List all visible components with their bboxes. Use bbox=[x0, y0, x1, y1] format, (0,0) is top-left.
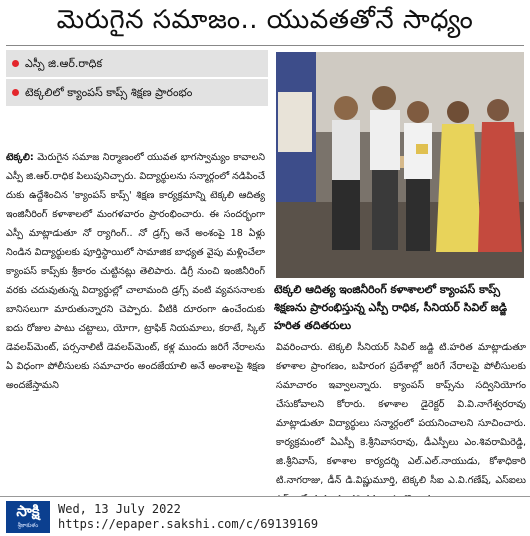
dateline: టెక్కలి: bbox=[6, 152, 34, 163]
sakshi-logo bbox=[6, 501, 50, 533]
news-photo-illustration bbox=[276, 52, 524, 278]
footer-url[interactable]: https://epaper.sakshi.com/c/69139169 bbox=[58, 517, 319, 531]
highlight-item bbox=[6, 79, 268, 106]
highlight-item bbox=[6, 50, 268, 77]
article-left-text: మెరుగైన సమాజ నిర్మాణంలో యువత భాగస్వామ్యం కావాలని ఎస్పీ జి.ఆర్‌.రాధిక పిలుపునిచ్చారు. విద్యార్థులను సన్మార్గంలో నడిపించే దుకు ఉద్దేశించిన 'క్యాంపస్‌ కాప్స్‌' శిక్షణ కార్యక్రమాన్ని టెక్కలి ఆదిత్య ఇంజినీరింగ్‌ కళాశాలలో మంగళవారం ప్రారంభించారు. ఈ సందర్భంగా ఎస్పీ మాట్లాడుతూ నో ర్యాగింగ్‌.. నో డ్రగ్స్‌ అనే అంశంపై 18 ఏళ్లు నిండిన విద్యార్థులకు పూర్తిస్థాయిలో సామాజిక బాధ్యత వైపు మళ్లించేలా క్యాంపస్‌ కాప్స్‌కు శ్రీకారం చుట్టినట్లు తెలిపారు. డిగ్రీ నుంచి ఇంజినీరింగ్‌ వరకు చదువుతున్న విద్యార్థుల్లో చాలామంది డ్రగ్స్‌ వంటి వ్యవసనాలకు బానిసలుగా మారుతున్నారని చెప్పారు. వీటికి దూరంగా ఉంచేందుకు ఐదు రోజుల పాటు చట్టాలు, యోగా, ట్రాఫిక్‌ నియమాలు, కరాటే, స్కిల్‌ డెవలప్‌మెంట్‌, పర్సనాలిటీ డెవలప్‌మెంట్‌, కళ్ల ముందు జరిగే నేరాలను ఏ విధంగా పోలీసులకు సమాచారం అందజేయాలి అనే అంశాలపై శిక్షణ అందజేస్తామని bbox=[6, 152, 265, 391]
photo-caption: టెక్కలి ఆదిత్య ఇంజినీరింగ్‌ కళాశాలలో క్యాంపస్‌ కాప్స్‌ శిక్షణను ప్రారంభిస్తున్న ఎస్పీ రాధిక, సీనియర్‌ సివిల్‌ జడ్జి హరిత తదితరులు bbox=[270, 279, 526, 335]
highlight-text: టెక్కలిలో క్యాంపస్‌ కాప్స్‌ శిక్షణ ప్రారంభం bbox=[25, 86, 193, 99]
bullet-icon bbox=[12, 60, 19, 67]
footer-date: Wed, 13 July 2022 bbox=[58, 502, 181, 516]
logo-text: సాక్షి bbox=[16, 502, 40, 520]
news-photo bbox=[276, 52, 524, 278]
bullet-icon bbox=[12, 89, 19, 96]
logo-subtext: శ్రీకాకుళం bbox=[17, 522, 39, 529]
headline: మెరుగైన సమాజం.. యువతతోనే సాధ్యం bbox=[56, 5, 474, 35]
article-right-text: వివరించారు. టెక్కలి సీనియర్‌ సివిల్‌ జడ్జి టి.హరిత మాట్లాడుతూ కళాశాల ప్రాంగణం, బహిరంగ ప్రదేశాల్లో జరిగే నేరాలపై పోలీసులకు సమాచారం ఇవ్వాలన్నారు. క్యాంపస్‌ కాప్స్‌ను సద్వినియోగం చేసుకోవాలని కోరారు. కళాశాల డైరెక్టర్‌ వి.వి.నాగేశ్వరరావు మాట్లాడుతూ విద్యార్థులు సన్మార్గంలో పయనించాలని సూచించారు. కార్యక్రమంలో ఏఎస్పీ కె.శ్రీనివాసరావు, డీఎస్పీలు ఎం.శివరామిరెడ్డి, జి.శ్రీనివాస్‌, కళాశాల కార్యదర్శి ఎల్‌.ఎల్‌.నాయుడు, కోశాధికారి టి.నాగరాజు, డీన్‌ డి.విష్ణుమూర్తి, టెక్కలి సీఐ ఎ.వి.గణేష్‌, ఎస్‌ఐలు bbox=[276, 342, 526, 486]
article-column-right bbox=[276, 338, 526, 509]
article-column-left bbox=[6, 148, 265, 395]
footer-meta bbox=[58, 502, 318, 532]
highlights-box bbox=[6, 50, 268, 108]
highlight-text: ఎస్పీ జి.ఆర్‌.రాధిక bbox=[25, 57, 103, 70]
headline-rule bbox=[6, 45, 524, 46]
footer bbox=[0, 496, 530, 536]
